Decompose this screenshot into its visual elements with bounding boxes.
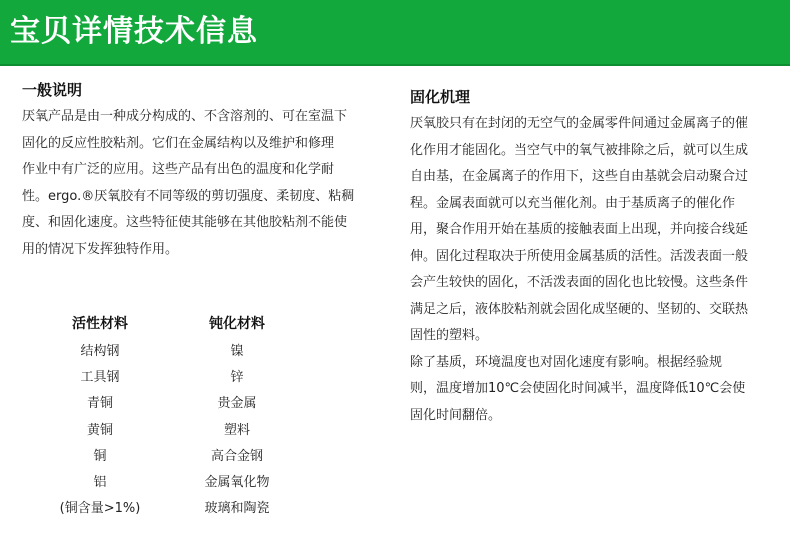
mechanism-line: 自由基，在金属离子的作用下，这些自由基就会启动聚合过 <box>410 169 749 184</box>
banner-title: 宝贝详情技术信息 <box>10 14 258 49</box>
general-line: 用的情况下发挥独特作用。 <box>22 241 179 257</box>
mechanism-line: 固性的塑料。 <box>410 328 489 343</box>
mechanism-title: 固化机理 <box>410 88 471 106</box>
banner-divider <box>0 64 790 66</box>
mechanism-line: 固化时间翻倍。 <box>410 407 502 423</box>
general-line: 厌氧产品是由一种成分构成的、不含溶剂的、可在室温下 <box>22 109 348 124</box>
list-item: 结构钢 <box>80 344 120 359</box>
list-item: 锌 <box>230 370 244 386</box>
mechanism-line: 则，温度增加10℃会使固化时间减半，温度降低10℃会使 <box>410 381 746 396</box>
list-item: 黄铜 <box>86 422 113 438</box>
list-item: 贵金属 <box>217 396 257 412</box>
header-banner <box>0 0 790 64</box>
list-item: 金属氧化物 <box>204 474 270 490</box>
list-item: 玻璃和陶瓷 <box>204 501 270 517</box>
general-title: 一般说明 <box>22 81 83 99</box>
mechanism-line: 伸。固化过程取决于所使用金属基质的活性。活泼表面一般 <box>410 248 749 264</box>
mechanism-body <box>410 111 785 429</box>
mechanism-line: 用，聚合作用开始在基质的接触表面上出现，并向接合线延 <box>410 222 749 237</box>
mechanism-line: 除了基质，环境温度也对固化速度有影响。根据经验规 <box>410 354 723 370</box>
general-body <box>22 104 392 263</box>
mechanism-line: 厌氧胶只有在封闭的无空气的金属零件间通过金属离子的催 <box>410 116 749 131</box>
list-item: 镍 <box>230 344 244 359</box>
list-item: 工具钢 <box>80 370 120 386</box>
active-materials-list <box>35 339 165 522</box>
list-item: 铝 <box>93 474 107 490</box>
passive-materials-list <box>172 339 302 522</box>
mechanism-line: 程。金属表面就可以充当催化剂。由于基质离子的催化作 <box>410 195 736 211</box>
list-item: 高合金钢 <box>210 448 263 464</box>
list-item: 塑料 <box>223 422 250 438</box>
mechanism-line: 会产生较快的固化，不活泼表面的固化也比较慢。这些条件 <box>410 275 749 290</box>
list-item: 青铜 <box>86 396 113 412</box>
general-line: 度、和固化速度。这些特征使其能够在其他胶粘剂不能使 <box>22 215 348 230</box>
general-line: 性。ergo.®厌氧胶有不同等级的剪切强度、柔韧度、粘稠 <box>22 188 355 204</box>
mechanism-line: 满足之后，液体胶粘剂就会固化成坚硬的、坚韧的、交联热 <box>410 301 749 317</box>
active-materials-title: 活性材料 <box>72 316 128 332</box>
list-item: (铜含量>1%) <box>59 501 141 517</box>
passive-materials-title: 钝化材料 <box>209 316 265 332</box>
list-item: 铜 <box>93 448 107 464</box>
general-line: 作业中有广泛的应用。这些产品有出色的温度和化学耐 <box>22 162 335 177</box>
general-line: 固化的反应性胶粘剂。它们在金属结构以及维护和修理 <box>22 135 335 151</box>
mechanism-line: 化作用才能固化。当空气中的氧气被排除之后，就可以生成 <box>410 142 749 158</box>
